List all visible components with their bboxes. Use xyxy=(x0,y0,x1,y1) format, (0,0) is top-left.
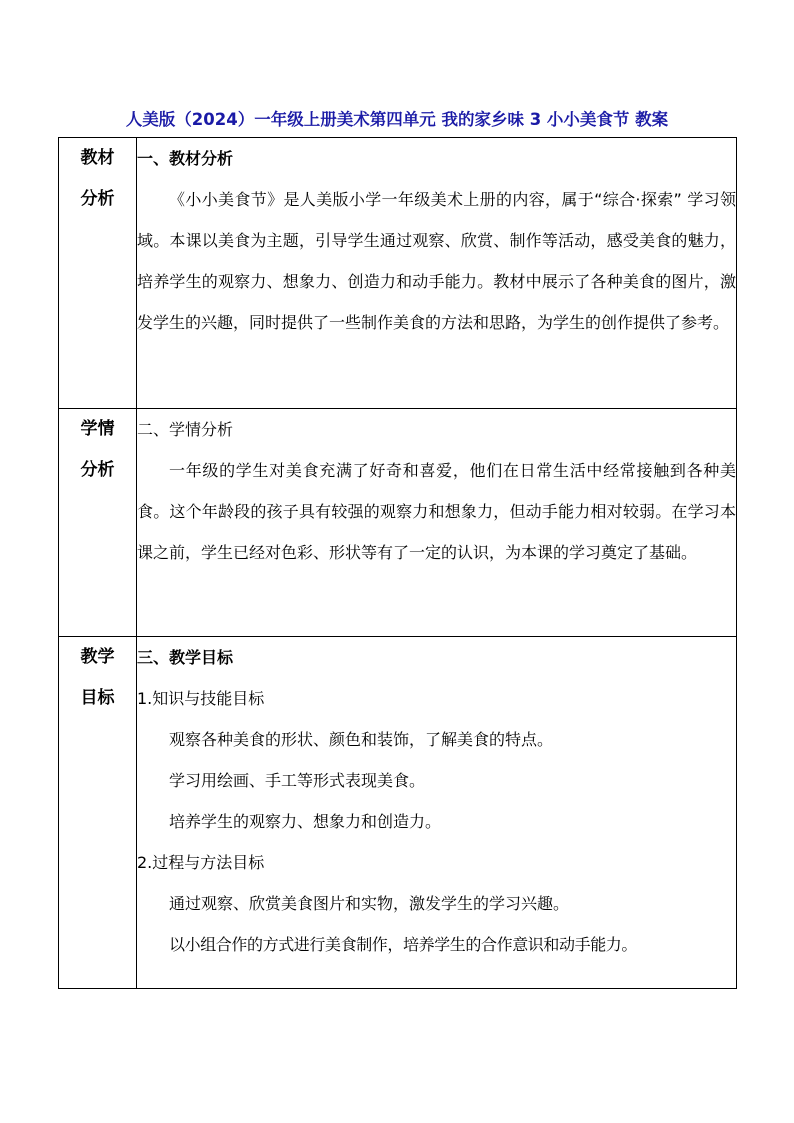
section-paragraph: 一年级的学生对美食充满了好奇和喜爱，他们在日常生活中经常接触到各种美食。这个年龄段的孩子具有较强的观察力和想象力，但动手能力相对较弱。在学习本课之前，学生已经对色彩、形状等有了一定的认识，为本课的学习奠定了基础。 xyxy=(137,461,736,562)
row-label-line1: 学情 xyxy=(80,419,115,439)
table-row-textbook-analysis xyxy=(59,138,737,409)
section-title: 一、教材分析 xyxy=(137,149,234,168)
row-label-student-analysis xyxy=(59,409,137,637)
objective-subheading-knowledge-skills: 1.知识与技能目标 xyxy=(137,689,265,708)
document-title: 人美版（2024）一年级上册美术第四单元 我的家乡味 3 小小美食节 教案 xyxy=(125,110,669,129)
row-label-line2: 分析 xyxy=(80,189,115,209)
row-label-teaching-objectives xyxy=(59,637,137,989)
objective-item: 学习用绘画、手工等形式表现美食。 xyxy=(169,771,426,790)
row-label-line1: 教材 xyxy=(80,148,115,168)
row-label-line2: 分析 xyxy=(80,460,115,480)
objective-item: 培养学生的观察力、想象力和创造力。 xyxy=(169,812,442,831)
table-row-teaching-objectives xyxy=(59,637,737,989)
objective-item: 观察各种美食的形状、颜色和装饰，了解美食的特点。 xyxy=(169,730,554,749)
objective-item: 通过观察、欣赏美食图片和实物，激发学生的学习兴趣。 xyxy=(169,894,570,913)
objective-subheading-process-methods: 2.过程与方法目标 xyxy=(137,853,265,872)
row-content-student-analysis xyxy=(137,409,737,637)
table-row-student-analysis xyxy=(59,409,737,637)
row-content-textbook-analysis xyxy=(137,138,737,409)
row-label-line2: 目标 xyxy=(80,688,115,708)
lesson-plan-table xyxy=(58,137,737,989)
row-content-teaching-objectives xyxy=(137,637,737,989)
objective-item: 以小组合作的方式进行美食制作，培养学生的合作意识和动手能力。 xyxy=(169,935,638,954)
section-title: 二、学情分析 xyxy=(137,420,234,439)
section-paragraph: 《小小美食节》是人美版小学一年级美术上册的内容，属于“综合·探索” 学习领域。本课以美食为主题，引导学生通过观察、欣赏、制作等活动，感受美食的魅力，培养学生的观察力、想象力、创造力和动手能力。教材中展示了各种美食的图片，激发学生的兴趣，同时提供了一些制作美食的方法和思路，为学生的创作提供了参考。 xyxy=(137,190,736,332)
row-label-textbook-analysis xyxy=(59,138,137,409)
section-title: 三、教学目标 xyxy=(137,648,234,667)
row-label-line1: 教学 xyxy=(80,647,115,667)
